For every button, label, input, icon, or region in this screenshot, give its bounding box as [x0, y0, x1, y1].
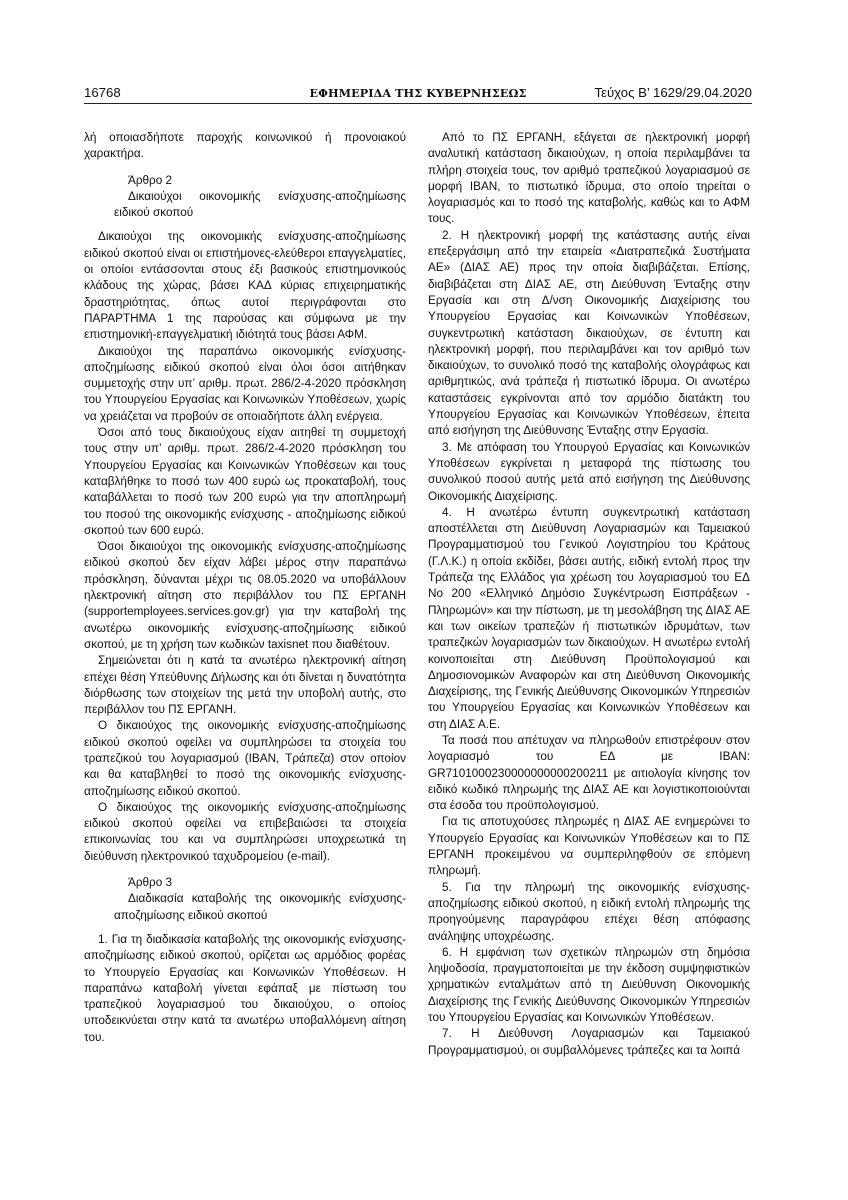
- paragraph: λή οποιασδήποτε παροχής κοινωνικού ή προνοιακού χαρακτήρα.: [84, 131, 406, 161]
- paragraph: 3. Με απόφαση του Υπουργού Εργασίας και Κοινωνικών Υποθέσεων εγκρίνεται η μεταφορά της πίστωσης του συνολικού ποσού αυτής μετά από εισήγηση της Διεύθυνσης Οικονομικής Διαχείρισης.: [428, 440, 750, 503]
- paragraph: 2. Η ηλεκτρονική μορφή της κατάστασης αυτής είναι επεξεργάσιμη από την εταιρεία «Διατραπεζικά Συστήματα ΑΕ» (ΔΙΑΣ ΑΕ) προς την οποία διαβιβάζεται. Επίσης, διαβιβάζεται στη ΔΙΑΣ ΑΕ, στη Διεύθυνση Ένταξης στην Εργασία και στη Δ/νση Οικονομικής Διαχείρισης του Υπουργείου Εργασίας και Κοινωνικών Υποθέσεων, συγκεντρωτική κατάσταση δικαιούχων, σε έντυπη και ηλεκτρονική μορφή, που περιλαμβάνει και τον αριθμό των δικαιούχων, το συνολικό ποσό της καταβολής ολογράφως και αριθμητικώς, ανά τράπεζα ή πιστωτικό ίδρυμα. Οι ανωτέρω καταστάσεις εγκρίνονται από τον αρμόδιο διατάκτη του Υπουργείου Εργασίας και Κοινωνικών Υποθέσεων, έπειτα από εισήγηση της Διεύθυνσης Ένταξης στην Εργασία.: [428, 228, 750, 438]
- paragraph: 7. Η Διεύθυνση Λογαριασμών και Ταμειακού Προγραμματισμού, οι συμβαλλόμενες τράπεζες και τα λοιπά: [428, 1027, 750, 1057]
- article-2-subtitle: Δικαιούχοι οικονομικής ενίσχυσης-αποζημίωσης ειδικού σκοπού: [114, 189, 406, 220]
- article-3-heading: Άρθρο 3: [128, 876, 173, 890]
- paragraph: Από το ΠΣ ΕΡΓΑΝΗ, εξάγεται σε ηλεκτρονική μορφή αναλυτική κατάσταση δικαιούχων, η οποία περιλαμβάνει τα πλήρη στοιχεία τους, τον αριθμό τραπεζικού λογαριασμού σε μορφή IBAN, το πιστωτικό ίδρυμα, στο οποίο τηρείται ο λογαριασμός και το ποσό της καταβολής, καθώς και το ΑΦΜ τους.: [428, 131, 750, 226]
- paragraph: Όσοι δικαιούχοι της οικονομικής ενίσχυσης-αποζημίωσης ειδικού σκοπού δεν είχαν λάβει μέρος στην παραπάνω πρόσκληση, δύνανται μέχρι τις 08.05.2020 να υποβάλλουν ηλεκτρονική αίτηση στο περιβάλλον του ΠΣ ΕΡΓΑΝΗ (supportemployees.services.gov.gr) για την καταβολή της ανωτέρω οικονομικής ενίσχυσης-αποζημίωσης ειδικού σκοπού, με τη χρήση των κωδικών taxisnet που διαθέτουν.: [84, 540, 406, 651]
- paragraph: 4. Η ανωτέρω έντυπη συγκεντρωτική κατάσταση αποστέλλεται στη Διεύθυνση Λογαριασμών και Ταμειακού Προγραμματισμού του Γενικού Λογιστηρίου του Κράτους (Γ.Λ.Κ.) η οποία εκδίδει, βάσει αυτής, ειδική εντολή προς την Τράπεζα της Ελλάδος για χρέωση του λογαριασμού του ΕΔ Νο 200 «Ελληνικό Δημόσιο Συγκέντρωση Εισπράξεων - Πληρωμών» και την πίστωση, με τη μεσολάβηση της ΔΙΑΣ ΑΕ και των οικείων τραπεζών ή πιστωτικών ιδρυμάτων, των τραπεζικών λογαριασμών των δικαιούχων. Η ανωτέρω εντολή κοινοποιείται στη Διεύθυνση Προϋπολογισμού και Δημοσιονομικών Αναφορών και στη Διεύθυνση Οικονομικής Διαχείρισης, της Γενικής Διεύθυνσης Οικονομικών Υπηρεσιών του Υπουργείου Εργασίας και Κοινωνικών Υποθέσεων και στη ΔΙΑΣ Α.Ε.: [428, 505, 750, 731]
- paragraph: 5. Για την πληρωμή της οικονομικής ενίσχυσης-αποζημίωσης ειδικού σκοπού, η ειδική εντολή πληρωμής της προηγούμενης παραγράφου επέχει θέση απόφασης ανάληψης υποχρέωσης.: [428, 880, 750, 943]
- paragraph: Δικαιούχοι της οικονομικής ενίσχυσης-αποζημίωσης ειδικού σκοπού είναι οι επιστήμονες-ελεύθεροι επαγγελματίες, οι οποίοι εντάσσονται στους έξι βασικούς επιστημονικούς κλάδους της χώρας, βάσει ΚΑΔ κύριας επιχειρηματικής δραστηριότητας, όπως αυτοί περιγράφονται στο ΠΑΡΑΡΤΗΜΑ 1 της παρούσας και σύμφωνα με την επιστημονική-επαγγελματική ιδιότητά τους βάσει ΑΦΜ.: [84, 230, 406, 342]
- page-header: [84, 82, 752, 104]
- paragraph: Δικαιούχοι της παραπάνω οικονομικής ενίσχυσης-αποζημίωσης ειδικού σκοπού είναι όλοι όσοι αιτήθηκαν συμμετοχής στην υπ’ αριθμ. πρωτ. 286/2-4-2020 πρόσκληση του Υπουργείου Εργασίας και Κοινωνικών Υποθέσεων, χωρίς να χρειάζεται να προβούν σε οποιαδήποτε άλλη ενέργεια.: [84, 344, 406, 423]
- paragraph: Όσοι από τους δικαιούχους είχαν αιτηθεί τη συμμετοχή τους στην υπ’ αριθμ. πρωτ. 286/2-4-2020 πρόσκληση του Υπουργείου Εργασίας και Κοινωνικών Υποθέσεων και τους καταβλήθηκε το ποσό των 400 ευρώ ως προκαταβολή, τους καταβάλλεται το ποσό των 200 ευρώ για την αποπληρωμή του ποσού της οικονομικής ενίσχυσης - αποζημίωσης ειδικού σκοπού των 600 ευρώ.: [84, 426, 406, 537]
- journal-title: ΕΦΗΜΕΡΙΔΑ ΤΗΣ ΚΥΒΕΡΝΗΣΕΩΣ: [309, 86, 527, 100]
- right-column: [428, 130, 750, 1059]
- article-3-subtitle: Διαδικασία καταβολής της οικονομικής ενίσχυσης-αποζημίωσης ειδικού σκοπού: [114, 892, 406, 922]
- article-2-heading: Άρθρο 2: [128, 173, 173, 187]
- paragraph: 1. Για τη διαδικασία καταβολής της οικονομικής ενίσχυσης-αποζημίωσης ειδικού σκοπού, ορίζεται ως αρμόδιος φορέας το Υπουργείο Εργασίας και Κοινωνικών Υποθέσεων. Η παραπάνω καταβολή γίνεται εφάπαξ με πίστωση του τραπεζικού λογαριασμού του δικαιούχου, ο οποίος υποδεικνύεται στην κατά τα ανωτέρω υποβαλλόμενη αίτηση του.: [84, 932, 406, 1044]
- paragraph: 6. Η εμφάνιση των σχετικών πληρωμών στη δημόσια ληψοδοσία, πραγματοποιείται με την έκδοση συμψηφιστικών χρηματικών ενταλμάτων από τη Διεύθυνση Οικονομικής Διαχείρισης της Γενικής Διεύθυνσης Οικονομικών Υπηρεσιών του Υπουργείου Εργασίας και Κοινωνικών Υποθέσεων.: [428, 945, 750, 1025]
- header-rule: [84, 103, 752, 104]
- issue-reference: Τεύχος Β’ 1629/29.04.2020: [594, 85, 752, 100]
- page-number: 16768: [84, 85, 121, 100]
- paragraph: Ο δικαιούχος της οικονομικής ενίσχυσης-αποζημίωσης ειδικού σκοπού οφείλει να συμπληρώσει τα στοιχεία του τραπεζικού του λογαριασμού (IBAN, Τράπεζα) στον οποίον και θα καταβληθεί το ποσό της οικονομικής ενίσχυσης-αποζημίωσης ειδικού σκοπού.: [84, 719, 406, 798]
- left-column: [84, 130, 406, 1046]
- paragraph: Για τις αποτυχούσες πληρωμές η ΔΙΑΣ ΑΕ ενημερώνει το Υπουργείο Εργασίας και Κοινωνικών Υποθέσεων και το ΠΣ ΕΡΓΑΝΗ προκειμένου να συμπεριληφθούν σε επόμενη πληρωμή.: [428, 815, 750, 878]
- paragraph: Ο δικαιούχος της οικονομικής ενίσχυσης-αποζημίωσης ειδικού σκοπού οφείλει να επιβεβαιώσει τα στοιχεία επικοινωνίας του και να συμπληρώσει υποχρεωτικά τη διεύθυνση ηλεκτρονικού ταχυδρομείου (e-mail).: [84, 800, 406, 863]
- paragraph: Σημειώνεται ότι η κατά τα ανωτέρω ηλεκτρονική αίτηση επέχει θέση Υπεύθυνης Δήλωσης και ότι δίνεται η δυνατότητα διόρθωσης των στοιχείων της μετά την υποβολή αυτής, στο περιβάλλον του ΠΣ ΕΡΓΑΝΗ.: [84, 654, 406, 717]
- paragraph: Τα ποσά που απέτυχαν να πληρωθούν επιστρέφουν στον λογαριασμό του ΕΔ με IBAN: GR7101000230000000000200211 με αιτιολογία κίνησης τον ειδικό κωδικό πληρωμής της ΔΙΑΣ ΑΕ και λογιστικοποιούνται στα έσοδα του προϋπολογισμού.: [428, 733, 750, 813]
